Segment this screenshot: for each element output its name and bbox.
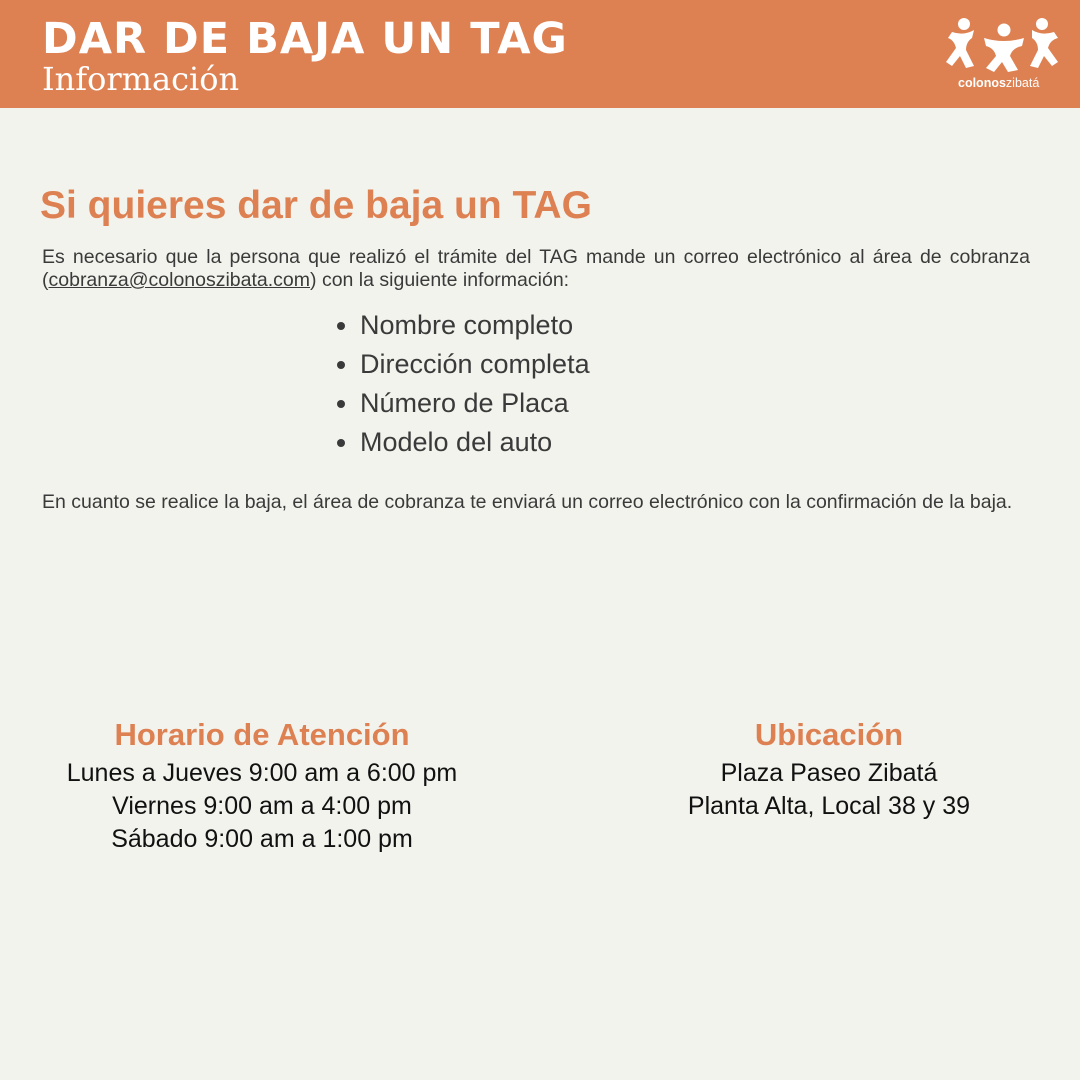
list-item-label: Número de Placa [360,388,569,418]
intro-text-before: Es necesario que la persona que realizó el trámite del TAG mande un correo electrónico al área de cobranza ( [42,246,1030,291]
header-banner [0,0,1080,108]
hours-line: Sábado 9:00 am a 1:00 pm [111,825,413,853]
location-line: Planta Alta, Local 38 y 39 [687,792,971,820]
bullet-icon [337,439,345,447]
page-title: DAR DE BAJA UN TAG [42,14,568,64]
hours-heading: Horario de Atención [114,717,410,752]
intro-paragraph [42,246,1030,292]
email-link[interactable]: cobranza@colonoszibata.com [48,269,311,291]
hours-section [30,714,494,856]
hours-line: Lunes a Jueves 9:00 am a 6:00 pm [66,759,458,787]
list-item [333,423,590,462]
bullet-icon [337,361,345,369]
requirements-list [333,306,590,462]
location-line: Plaza Paseo Zibatá [720,759,938,787]
colonos-zibata-logo [944,14,1062,96]
confirmation-paragraph: En cuanto se realice la baja, el área de cobranza te enviará un correo electrónico con la confirmación de la baja. [42,491,1013,513]
list-item [333,306,590,345]
location-heading: Ubicación [754,717,904,752]
list-item-label: Modelo del auto [360,427,553,457]
intro-text-after: ) con la siguiente información: [310,269,570,291]
bullet-icon [337,322,345,330]
hours-line: Viernes 9:00 am a 4:00 pm [112,792,412,820]
logo-wordmark: colonoszibatá [958,76,1040,90]
list-item-label: Dirección completa [360,349,590,379]
page-subtitle: Información [42,60,240,98]
list-item [333,345,590,384]
three-people-icon [944,14,1062,74]
section-heading: Si quieres dar de baja un TAG [40,184,592,227]
location-section [640,714,1018,823]
list-item [333,384,590,423]
bullet-icon [337,400,345,408]
list-item-label: Nombre completo [360,310,574,340]
